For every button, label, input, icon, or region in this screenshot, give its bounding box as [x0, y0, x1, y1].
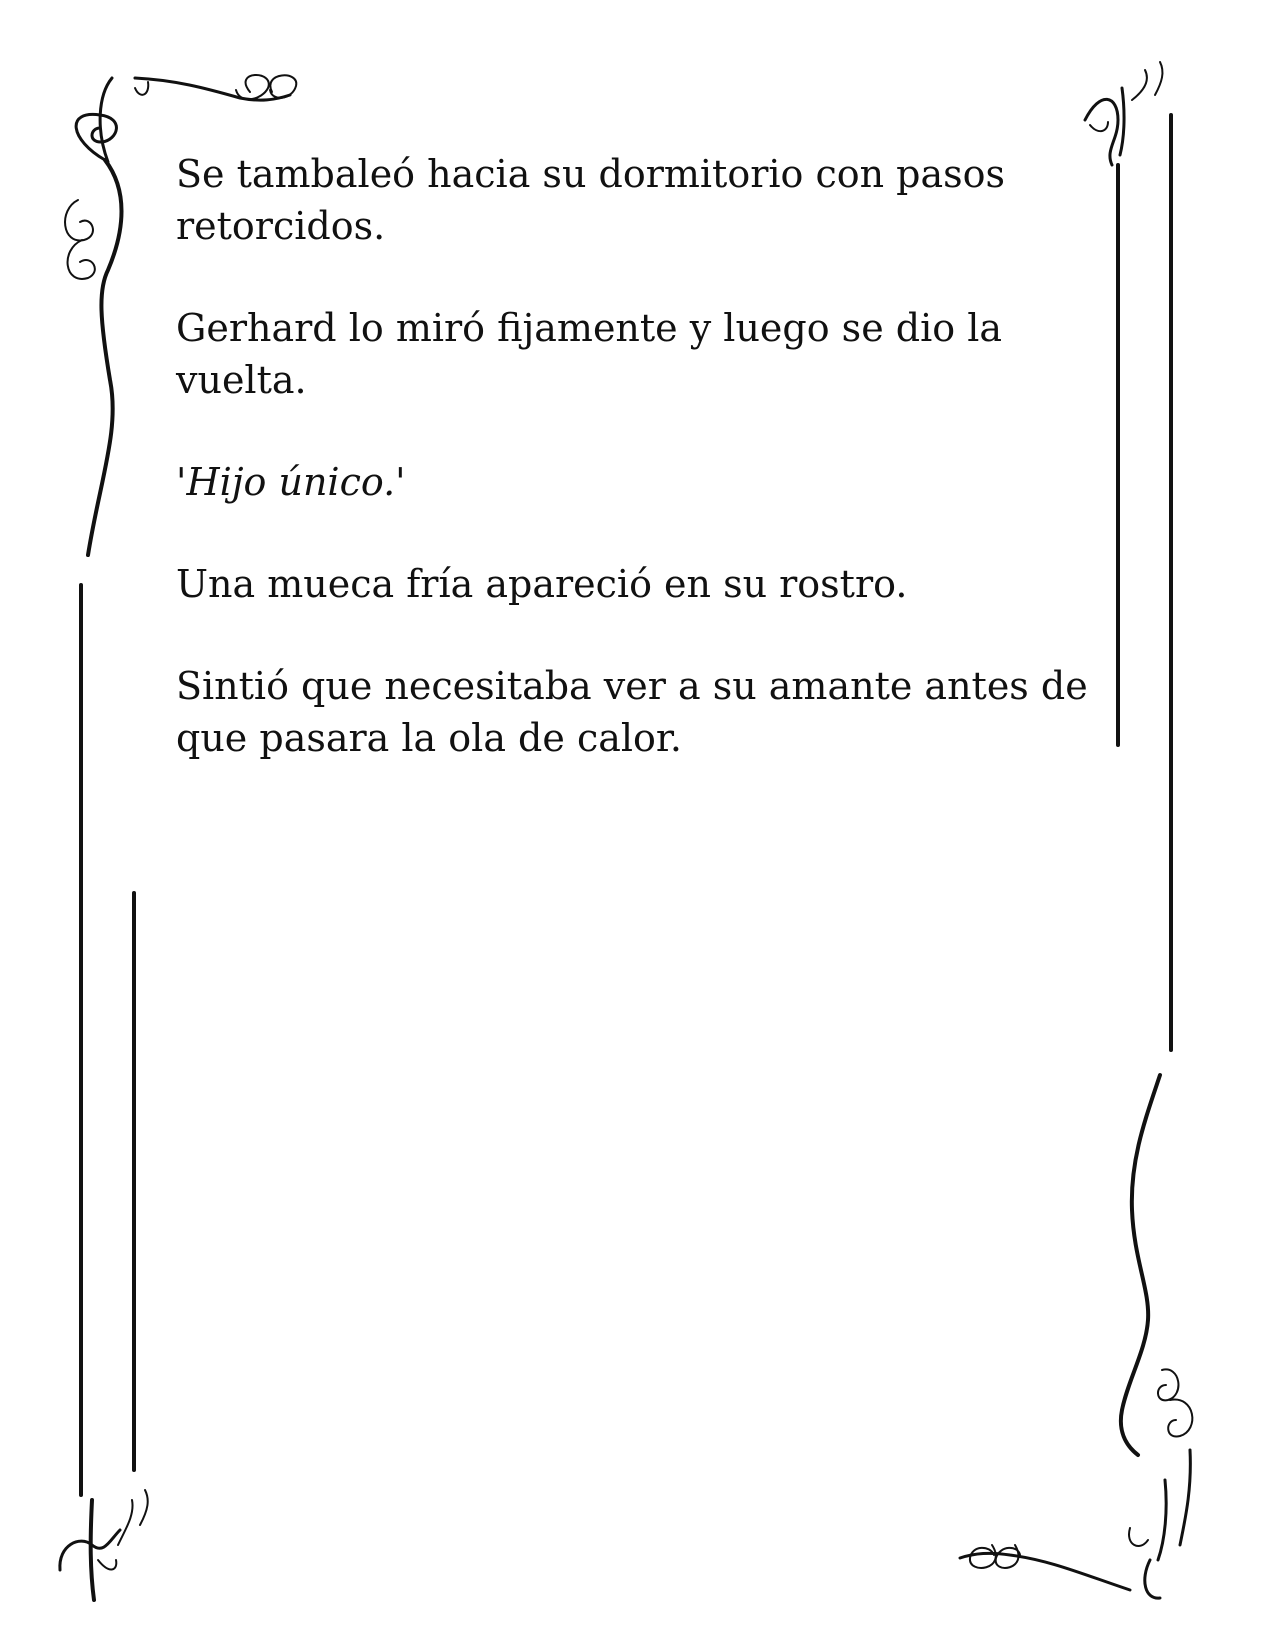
paragraph-5: Sintió que necesitaba ver a su amante antes de que pasara la ola de calor.	[176, 664, 1088, 760]
paragraph-3-thought: 'Hijo único.'	[176, 460, 406, 504]
flourish-bottom-right	[960, 1075, 1192, 1598]
paragraph-1: Se tambaleó hacia su dormitorio con pasos retorcidos.	[176, 152, 1006, 248]
story-text	[176, 148, 1096, 814]
flourish-top-right	[1085, 62, 1162, 165]
paragraph-2: Gerhard lo miró fijamente y luego se dio la vuelta.	[176, 306, 1002, 402]
flourish-bottom-left	[60, 1490, 148, 1600]
paragraph-4: Una mueca fría apareció en su rostro.	[176, 562, 908, 606]
